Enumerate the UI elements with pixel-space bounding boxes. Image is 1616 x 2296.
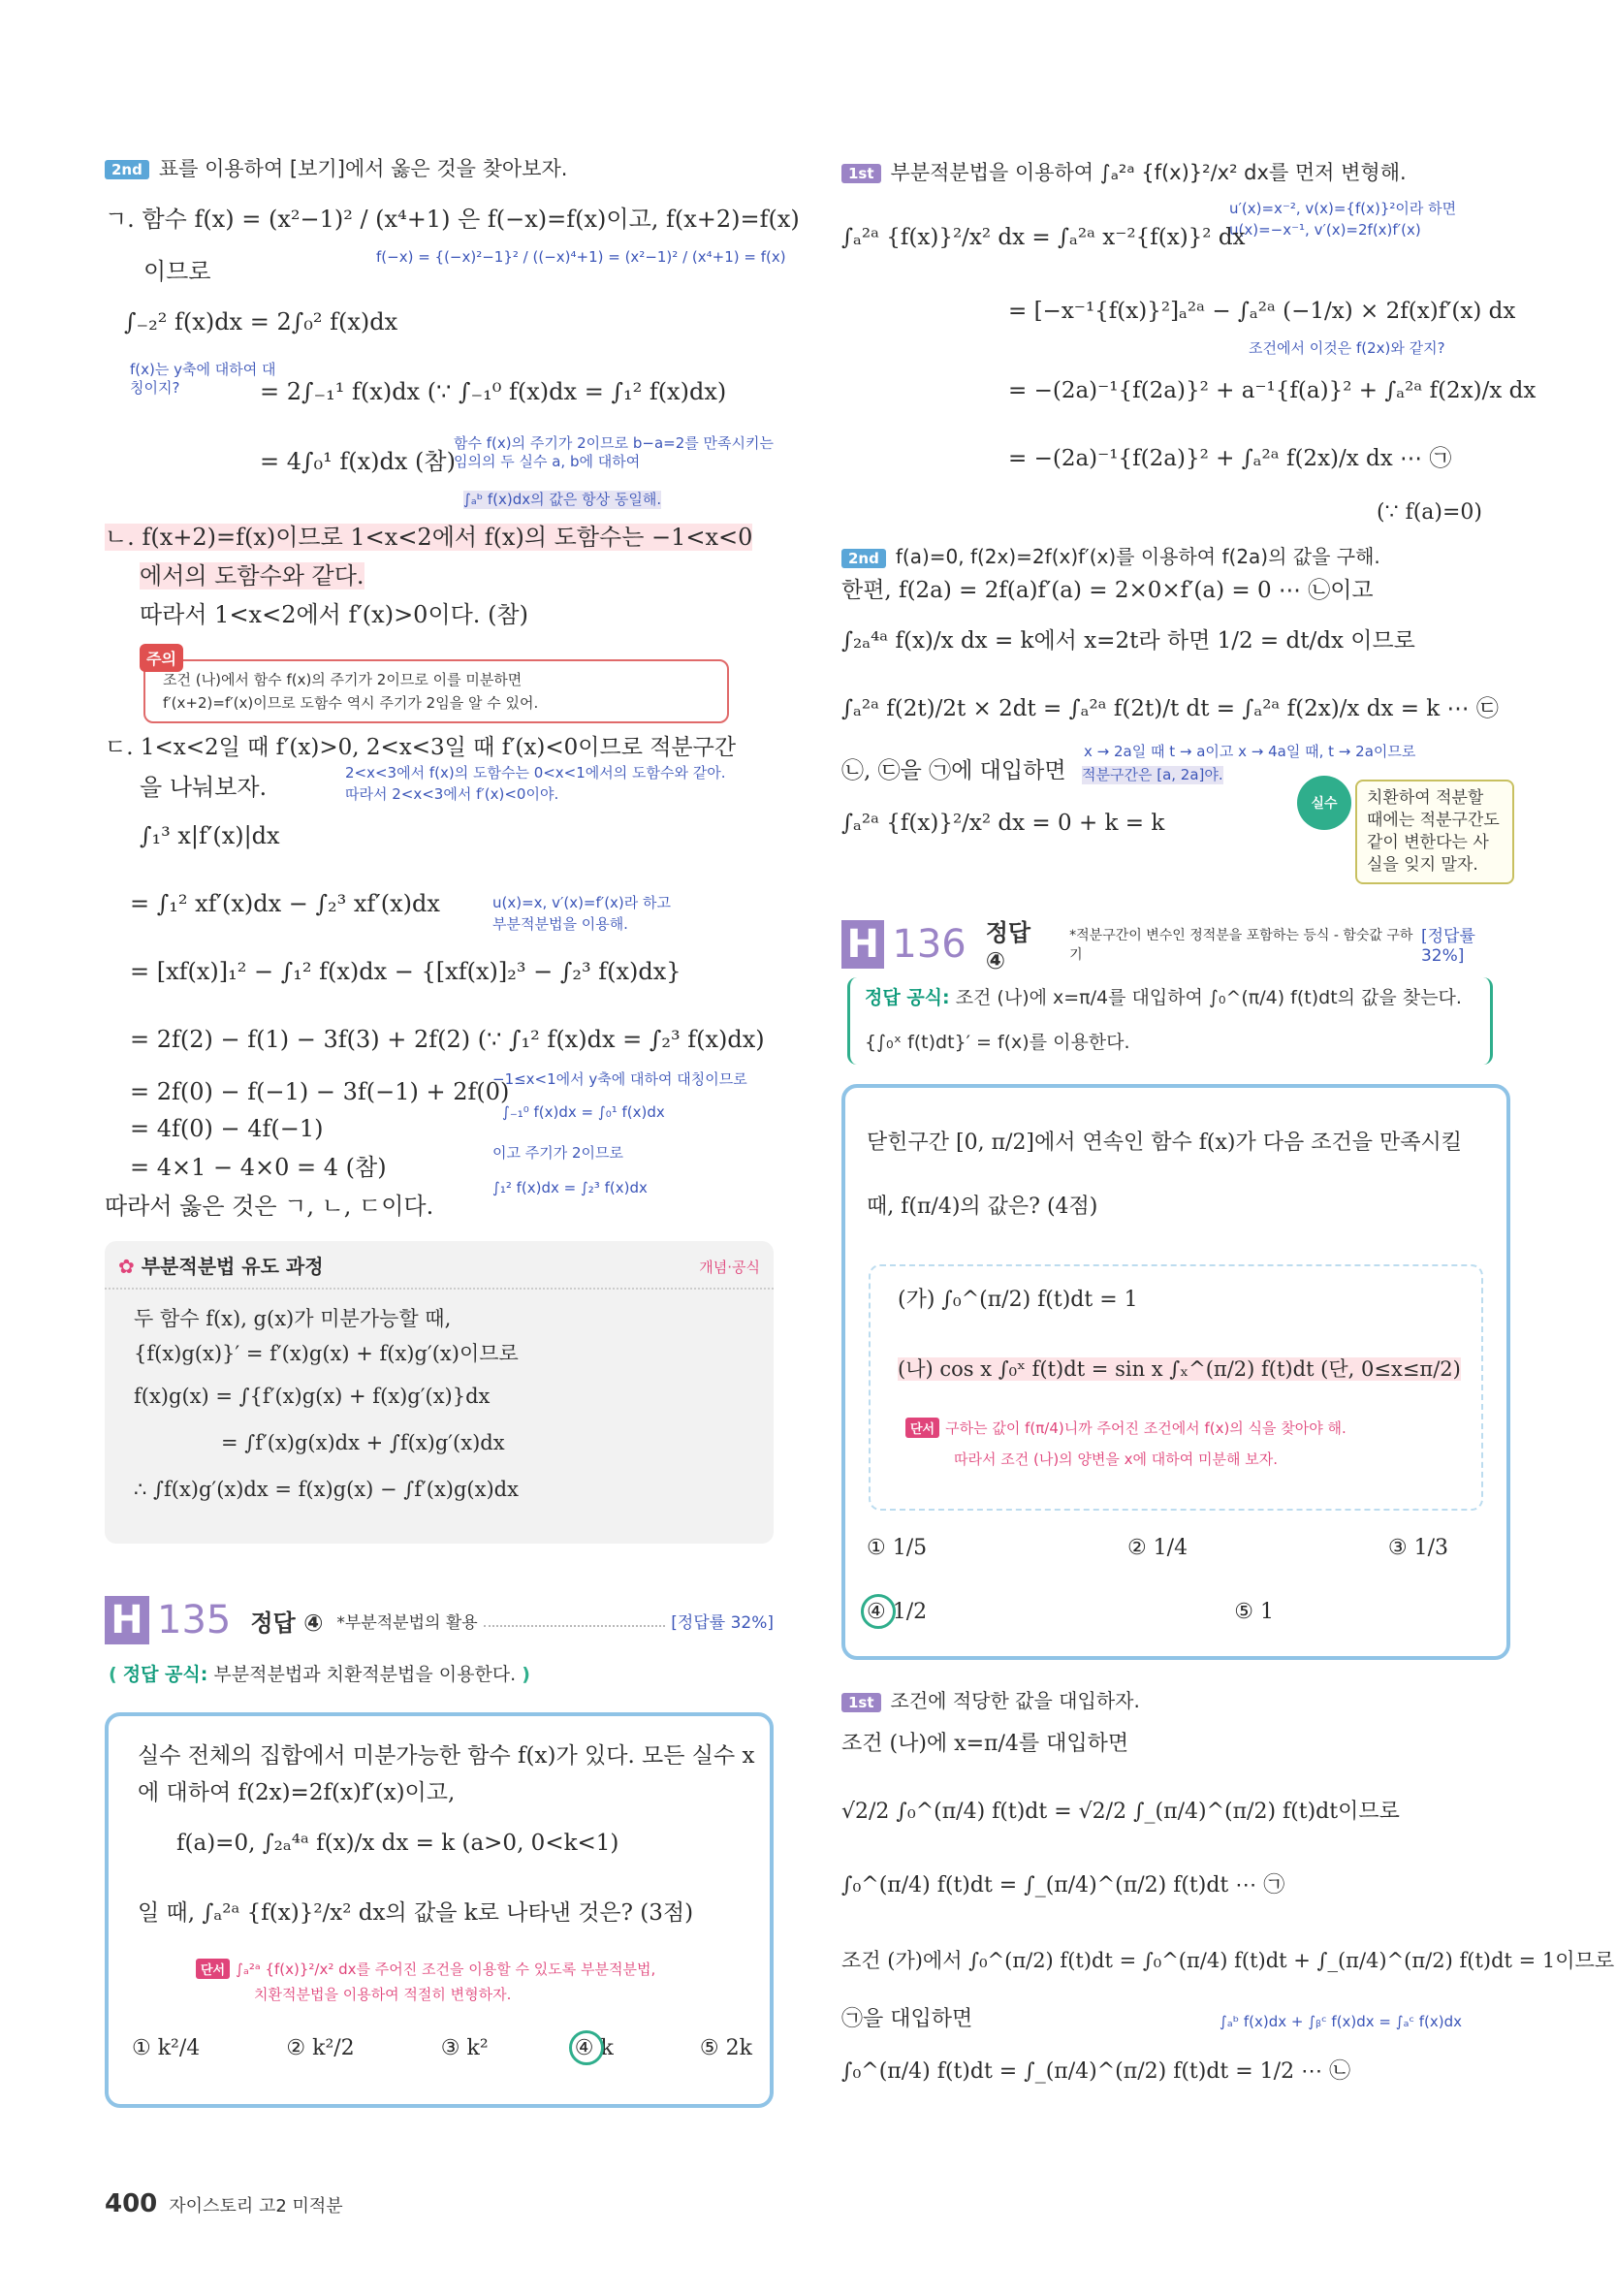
- item-c-note1: 2<x<3에서 f(x)의 도함수는 0<x<1에서의 도함수와 같아.: [345, 764, 726, 781]
- q136-choices-row2: [867, 1600, 1274, 1624]
- key-formula-135: ( 정답 공식: 부분적분법과 치환적분법을 이용한다. ): [109, 1664, 530, 1685]
- item-c-line1: ㄷ. 1<x<2일 때 f′(x)>0, 2<x<3일 때 f′(x)<0이므로 적분구간: [105, 735, 737, 760]
- r-line9: ㉡, ㉢을 ㉠에 대입하면: [841, 758, 1066, 783]
- item-a-line2: 이므로: [143, 258, 211, 285]
- q136-hint1: 단서 구하는 값이 f(π/4)니까 주어진 조건에서 f(x)의 식을 찾아야 해.: [905, 1418, 1347, 1438]
- b-line5: ㉠을 대입하면: [841, 2007, 973, 2031]
- step-title: f(a)=0, f(2x)=2f(x)f′(x)를 이용하여 f(2a)의 값을 구해.: [895, 545, 1380, 568]
- step2-heading: [105, 153, 567, 182]
- item-a-note2: f(x)는 y축에 대하여 대칭이지?: [130, 361, 276, 397]
- conclusion: 따라서 옳은 것은 ㄱ, ㄴ, ㄷ이다.: [105, 1193, 434, 1220]
- r-note9: 적분구간은 [a, 2a]야.: [1082, 766, 1223, 783]
- item-c-eq6: = 4×1 − 4×0 = 4 (참): [130, 1154, 387, 1181]
- item-a-note1: f(−x) = {(−x)²−1}² / ((−x)⁴+1) = (x²−1)² / (x⁴+1) = f(x): [376, 248, 786, 266]
- b-line2: √2/2 ∫₀^(π/4) f(t)dt = √2/2 ∫_(π/4)^(π/2) f(t)dt이므로: [841, 1800, 1400, 1824]
- item-a-eq3: = 4∫₀¹ f(x)dx (참): [260, 448, 456, 475]
- page-footer: [105, 2189, 343, 2218]
- concept-title: ✿ 부분적분법 유도 과정: [118, 1255, 324, 1278]
- choice-5[interactable]: ⑤ 2k: [699, 2036, 752, 2060]
- item-a-line1: ㄱ. 함수 f(x) = (x²−1)² / (x⁴+1) 은 f(−x)=f(x)이고, f(x+2)=f(x): [105, 206, 800, 233]
- item-b-line2: 에서의 도함수와 같다.: [140, 562, 364, 590]
- step-title: 조건에 적당한 값을 대입하자.: [890, 1689, 1140, 1712]
- b-line3: ∫₀^(π/4) f(t)dt = ∫_(π/4)^(π/2) f(t)dt ⋯ ㉠: [841, 1873, 1285, 1897]
- item-a-note3: 함수 f(x)의 주기가 2이므로 b−a=2를 만족시키는 임의의 두 실수 a, b에 대하여: [454, 434, 774, 470]
- problem-topic: *부분적분법의 활용: [336, 1612, 478, 1633]
- answer-label: 정답 ④: [985, 919, 1031, 974]
- q136-hint2: 따라서 조건 (나)의 양변을 x에 대하여 미분해 보자.: [954, 1451, 1279, 1468]
- correct-rate: [정답률 32%]: [671, 1612, 774, 1633]
- concept-line1: 두 함수 f(x), g(x)가 미분가능할 때,: [134, 1307, 452, 1330]
- condition-a: (가) ∫₀^(π/2) f(t)dt = 1: [898, 1288, 1138, 1312]
- problem-number: 135: [157, 1598, 232, 1642]
- problem-136-box: [841, 1084, 1510, 1660]
- r-line6: ∫₂ₐ⁴ᵃ f(x)/x dx = k에서 x=2t라 하면 1/2 = dt/dx 이므로: [841, 628, 1415, 654]
- r-line5: 한편, f(2a) = 2f(a)f′(a) = 2×0×f′(a) = 0 ⋯ ㉡이고: [841, 578, 1374, 603]
- q136-line1: 닫힌구간 [0, π/2]에서 연속인 함수 f(x)가 다음 조건을 만족시킬: [867, 1131, 1462, 1155]
- item-c-eq2: = [xf(x)]₁² − ∫₁² f(x)dx − {[xf(x)]₂³ − ∫₂³ f(x)dx}: [130, 958, 681, 985]
- b-step1-heading: [841, 1685, 1140, 1713]
- step-tag: 1st: [841, 164, 881, 183]
- problem-letter: H: [841, 920, 884, 969]
- item-c-eq0: ∫₁³ x|f′(x)|dx: [140, 822, 280, 849]
- r-note3: 조건에서 이것은 f(2x)와 같지?: [1249, 339, 1445, 357]
- item-c-eq3: = 2f(2) − f(1) − 3f(3) + 2f(2) (∵ ∫₁² f(x)dx = ∫₂³ f(x)dx): [130, 1026, 765, 1053]
- item-a-eq1: ∫₋₂² f(x)dx = 2∫₀² f(x)dx: [124, 308, 398, 335]
- answer-circle: [569, 2030, 604, 2065]
- answer-label: 정답 ④: [250, 1609, 324, 1637]
- q135-hint1: 단서 ∫ₐ²ᵃ {f(x)}²/x² dx를 주어진 조건을 이용할 수 있도록 부분적분법,: [196, 1959, 655, 1979]
- problem-letter: H: [105, 1596, 149, 1644]
- problem-136-header: [841, 913, 1520, 974]
- q135-hint2: 치환적분법을 이용하여 적절히 변형하자.: [254, 1986, 512, 2003]
- concept-header: [105, 1241, 774, 1290]
- concept-line3: f(x)g(x) = ∫{f′(x)g(x) + f(x)g′(x)}dx: [134, 1385, 491, 1408]
- warning-tag: 주의: [140, 644, 183, 672]
- answer-circle: [861, 1594, 896, 1629]
- problem-135-header: [105, 1596, 774, 1644]
- r-eq4b: (∵ f(a)=0): [1377, 500, 1483, 525]
- r-eq4: = −(2a)⁻¹{f(2a)}² + ∫ₐ²ᵃ f(2x)/x dx ⋯ ㉠: [1008, 446, 1452, 471]
- step-title: 부분적분법을 이용하여 ∫ₐ²ᵃ {f(x)}²/x² dx를 먼저 변형해.: [890, 161, 1407, 184]
- choice-1[interactable]: ① k²/4: [132, 2036, 201, 2060]
- choice-1[interactable]: ① 1/5: [867, 1536, 928, 1560]
- concept-line2: {f(x)g(x)}′ = f′(x)g(x) + f(x)g′(x)이므로: [134, 1342, 519, 1365]
- choice-5[interactable]: ⑤ 1: [1234, 1600, 1274, 1624]
- b-note5: ∫ₐᵇ f(x)dx + ∫ᵦᶜ f(x)dx = ∫ₐᶜ f(x)dx: [1220, 2013, 1463, 2030]
- step-title: 표를 이용하여 [보기]에서 옳은 것을 찾아보자.: [158, 157, 568, 180]
- item-c-eq1: = ∫₁² xf′(x)dx − ∫₂³ xf′(x)dx: [130, 890, 440, 917]
- key-formula-136-2: {∫₀ˣ f(t)dt}′ = f(x)를 이용한다.: [865, 1032, 1130, 1053]
- r-line7: ∫ₐ²ᵃ f(2t)/2t × 2dt = ∫ₐ²ᵃ f(2t)/t dt = ∫ₐ²ᵃ f(2x)/x dx = k ⋯ ㉢: [841, 696, 1499, 721]
- choice-2[interactable]: ② k²/2: [286, 2036, 355, 2060]
- conditions-box: [869, 1264, 1483, 1511]
- r-line10: ∫ₐ²ᵃ {f(x)}²/x² dx = 0 + k = k: [841, 811, 1165, 836]
- item-c-line2: 을 나눠보자.: [140, 774, 268, 801]
- r-eq2: = [−x⁻¹{f(x)}²]ₐ²ᵃ − ∫ₐ²ᵃ (−1/x) × 2f(x)f′(x) dx: [1008, 299, 1516, 324]
- concept-line4: = ∫f′(x)g(x)dx + ∫f(x)g′(x)dx: [221, 1431, 505, 1454]
- dotted-leader: [484, 1613, 666, 1627]
- item-c-note5: −1≤x<1에서 y축에 대하여 대칭이므로: [492, 1070, 747, 1088]
- concept-line5: ∴ ∫f(x)g′(x)dx = f(x)g(x) − ∫f′(x)g(x)dx: [134, 1478, 519, 1501]
- key-formula-136: 정답 공식: 조건 (나)에 x=π/4를 대입하여 ∫₀^(π/4) f(t)dt의 값을 찾는다.: [865, 987, 1462, 1008]
- concept-box: [105, 1241, 774, 1544]
- warning-line1: 조건 (나)에서 함수 f(x)의 주기가 2이므로 이를 미분하면: [163, 671, 523, 688]
- warning-line2: f′(x+2)=f′(x)이므로 도함수 역시 주기가 2임을 알 수 있어.: [163, 694, 539, 712]
- item-c-note3: u(x)=x, v′(x)=f′(x)라 하고: [492, 894, 672, 911]
- item-c-note7: 이고 주기가 2이므로: [492, 1144, 624, 1162]
- choice-3[interactable]: ③ 1/3: [1387, 1536, 1448, 1560]
- q135-line1: 실수 전체의 집합에서 미분가능한 함수 f(x)가 있다. 모든 실수 x: [138, 1743, 755, 1769]
- book-title: 자이스토리 고2 미적분: [169, 2196, 343, 2216]
- s1-note1: u′(x)=x⁻², v(x)={f(x)}²이라 하면: [1229, 200, 1457, 217]
- warning-box: [143, 650, 729, 723]
- item-b-line1: ㄴ. f(x+2)=f(x)이므로 1<x<2에서 f(x)의 도함수는 −1<x<0: [105, 524, 753, 551]
- step2-heading-right: [841, 541, 1380, 569]
- item-c-note2: 따라서 2<x<3에서 f′(x)<0이야.: [345, 785, 559, 803]
- r-eq3: = −(2a)⁻¹{f(2a)}² + a⁻¹{f(a)}² + ∫ₐ²ᵃ f(2x)/x dx: [1008, 378, 1537, 403]
- choice-2[interactable]: ② 1/4: [1126, 1536, 1188, 1560]
- step-tag: 2nd: [841, 549, 886, 568]
- q135-line3: f(a)=0, ∫₂ₐ⁴ᵃ f(x)/x dx = k (a>0, 0<k<1): [176, 1831, 619, 1856]
- item-c-note8: ∫₁² f(x)dx = ∫₂³ f(x)dx: [492, 1179, 648, 1196]
- item-c-eq4: = 2f(0) − f(−1) − 3f(−1) + 2f(0): [130, 1078, 510, 1105]
- item-c-note6: ∫₋₁⁰ f(x)dx = ∫₀¹ f(x)dx: [502, 1103, 665, 1121]
- q135-choices: [132, 2036, 752, 2060]
- b-line6: ∫₀^(π/4) f(t)dt = ∫_(π/4)^(π/2) f(t)dt = 1/2 ⋯ ㉡: [841, 2059, 1351, 2084]
- flower-icon: ✿: [118, 1255, 135, 1278]
- step1-heading: [841, 157, 1407, 186]
- condition-b: (나) cos x ∫₀ˣ f(t)dt = sin x ∫ₓ^(π/2) f(t)dt (단, 0≤x≤π/2): [898, 1357, 1461, 1381]
- q136-choices-row1: [867, 1536, 1448, 1560]
- step-tag: 2nd: [105, 160, 149, 179]
- item-a-note4: ∫ₐᵇ f(x)dx의 값은 항상 동일해.: [463, 491, 662, 508]
- s1-note2: u(x)=−x⁻¹, v′(x)=2f(x)f′(x): [1229, 221, 1421, 239]
- b-line1: 조건 (나)에 x=π/4를 대입하면: [841, 1732, 1129, 1756]
- b-line4: 조건 (가)에서 ∫₀^(π/2) f(t)dt = ∫₀^(π/4) f(t)dt + ∫_(π/4)^(π/2) f(t)dt = 1이므로: [841, 1949, 1615, 1972]
- problem-number: 136: [892, 921, 966, 967]
- problem-135-box: [105, 1712, 774, 2108]
- step-tag: 1st: [841, 1693, 881, 1712]
- choice-4[interactable]: ④ k: [575, 2036, 614, 2060]
- q135-line4: 일 때, ∫ₐ²ᵃ {f(x)}²/x² dx의 값을 k로 나타낸 것은? (3점): [138, 1900, 694, 1926]
- page-number: 400: [105, 2189, 158, 2218]
- r-note8: x → 2a일 때 t → a이고 x → 4a일 때, t → 2a이므로: [1084, 743, 1416, 760]
- item-c-eq5: = 4f(0) − 4f(−1): [130, 1115, 324, 1142]
- q136-line2: 때, f(π/4)의 값은? (4점): [867, 1195, 1098, 1219]
- silsu-badge: 실수: [1297, 776, 1351, 830]
- correct-rate: [정답률 32%]: [1420, 927, 1475, 966]
- q135-line2: 에 대하여 f(2x)=2f(x)f′(x)이고,: [138, 1780, 456, 1805]
- item-c-note4: 부분적분법을 이용해.: [492, 915, 628, 933]
- choice-4[interactable]: ④ 1/2: [867, 1600, 927, 1624]
- concept-tag: 개념·공식: [699, 1259, 760, 1276]
- tip-note: 치환하여 적분할 때에는 적분구간도 같이 변한다는 사실을 잊지 말자.: [1355, 780, 1514, 884]
- choice-3[interactable]: ③ k²: [440, 2036, 489, 2060]
- r-eq1: ∫ₐ²ᵃ {f(x)}²/x² dx = ∫ₐ²ᵃ x⁻²{f(x)}² dx: [841, 225, 1246, 250]
- problem-topic: *적분구간이 변수인 정적분을 포함하는 등식 - 함숫값 구하기: [1069, 927, 1413, 963]
- item-b-line3: 따라서 1<x<2에서 f′(x)>0이다. (참): [140, 601, 528, 628]
- item-a-eq2: = 2∫₋₁¹ f(x)dx (∵ ∫₋₁⁰ f(x)dx = ∫₁² f(x)dx): [260, 378, 727, 405]
